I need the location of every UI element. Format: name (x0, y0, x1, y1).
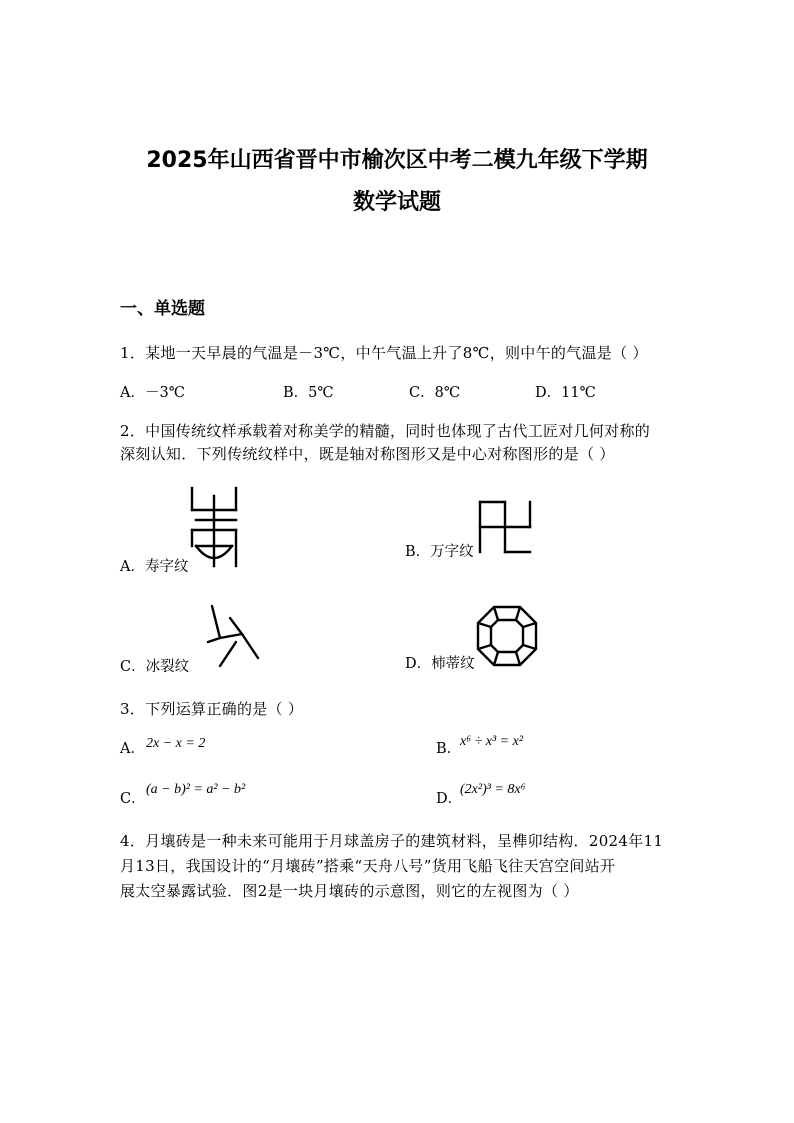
q1-option-c: C．8℃ (409, 385, 461, 401)
q3-option-c-formula: (a − b)² = a² − b² (146, 782, 246, 797)
q3-option-c-label: C． (120, 791, 146, 807)
q2-option-a: A．寿字纹 (120, 559, 189, 575)
wanzi-pattern-figure (478, 500, 532, 556)
q3-option-d-formula: (2x²)³ = 8x⁶ (460, 782, 526, 797)
q3-option-a-formula: 2x − x = 2 (146, 736, 206, 751)
q1-option-d: D．11℃ (535, 385, 596, 401)
q2-option-d: D．柿蒂纹 (405, 656, 475, 672)
section-heading: 一、单选题 (120, 299, 205, 319)
q1-stem: 1．某地一天早晨的气温是－3℃，中午气温上升了8℃，则中午的气温是（ ） (120, 344, 648, 362)
page-title-line1: 2025年山西省晋中市榆次区中考二模九年级下学期 (146, 148, 648, 173)
q3-option-b-label: B． (436, 741, 462, 757)
q3-stem: 3．下列运算正确的是（ ） (120, 700, 304, 718)
q3-option-d-label: D． (436, 791, 463, 807)
q3-option-b-formula: x⁶ ÷ x³ = x² (460, 734, 524, 749)
q2-option-b: B．万字纹 (405, 544, 474, 560)
page-title-line2: 数学试题 (352, 190, 441, 215)
shidi-pattern-figure (476, 605, 538, 667)
q4-stem-line3: 展太空暴露试验．图2是一块月壤砖的示意图，则它的左视图为（ ） (120, 882, 579, 900)
q1-option-a: A．－3℃ (120, 385, 185, 401)
q2-stem-line2: 深刻认知．下列传统纹样中，既是轴对称图形又是中心对称图形的是（ ） (120, 445, 615, 463)
q3-option-a-label: A． (120, 741, 145, 757)
q1-option-b: B．5℃ (283, 385, 334, 401)
q2-stem-line1: 2．中国传统纹样承载着对称美学的精髓，同时也体现了古代工匠对几何对称的 (120, 422, 651, 440)
q2-option-c: C．冰裂纹 (120, 659, 190, 675)
binglie-pattern-figure (206, 604, 260, 668)
shouzi-pattern-figure (190, 486, 242, 572)
q4-stem-line2: 月13日，我国设计的“月壤砖”搭乘“天舟八号”货用飞船飞往天宫空间站开 (120, 857, 616, 875)
q4-stem-line1: 4．月壤砖是一种未来可能用于月球盖房子的建筑材料，呈榫卯结构．2024年11 (120, 832, 664, 850)
